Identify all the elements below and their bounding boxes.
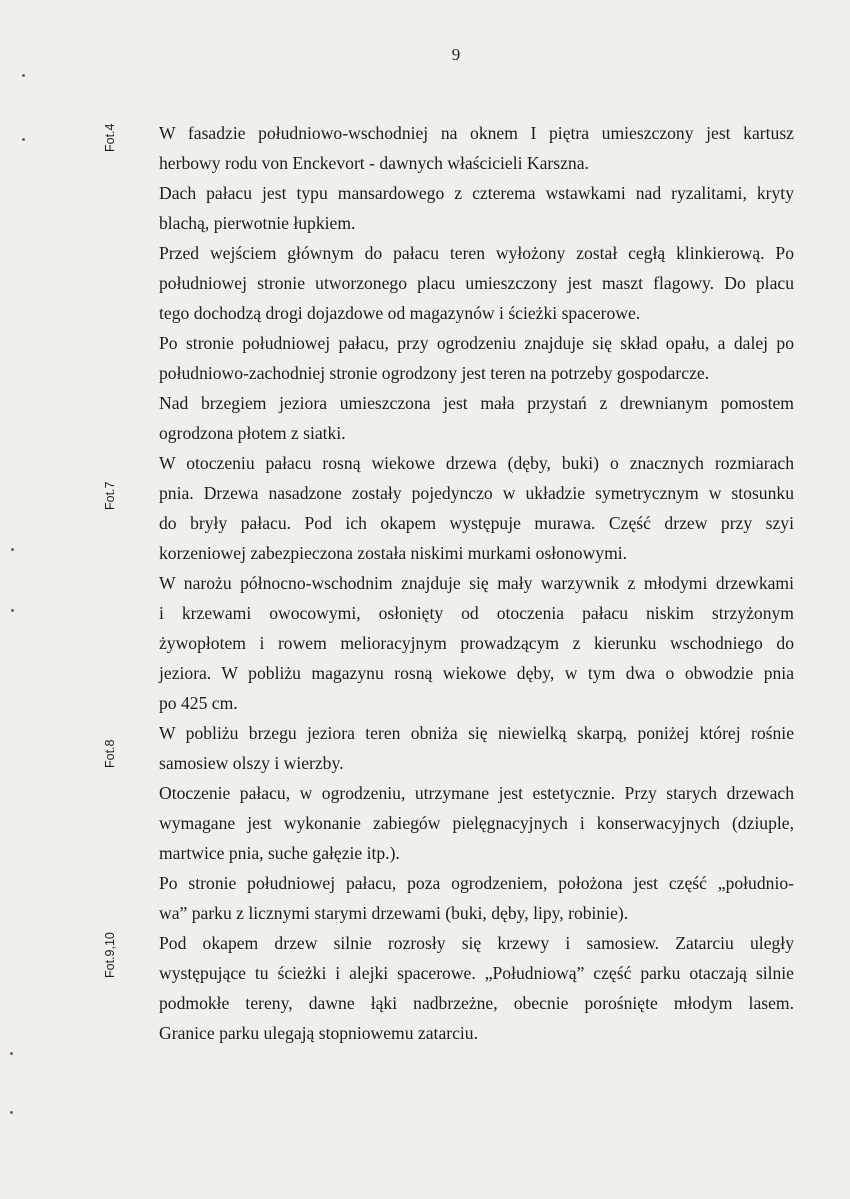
text-line: W pobliżu brzegu jeziora teren obniża się niewielką skarpą, poniżej której rośnie: [159, 723, 794, 743]
text-line: blachą, pierwotnie łupkiem.: [159, 213, 356, 233]
scan-speck: [11, 548, 14, 551]
scan-speck: [10, 1111, 13, 1114]
text-line: martwice pnia, suche gałęzie itp.).: [159, 843, 400, 863]
page-number: 9: [451, 45, 461, 64]
scan-speck: [22, 74, 25, 77]
photo-reference-fot4: Fot.4: [103, 123, 117, 152]
body-text: [159, 118, 794, 1048]
text-line: żywopłotem i rowem melioracyjnym prowadzącym z kierunku wschodniego do: [159, 633, 794, 653]
text-line: W fasadzie południowo-wschodniej na oknem I piętra umieszczony jest kartusz: [159, 123, 794, 143]
photo-reference-fot8: Fot.8: [103, 739, 117, 768]
text-line: Przed wejściem głównym do pałacu teren wyłożony został cegłą klinkierową. Po: [159, 243, 794, 263]
scan-speck: [11, 609, 14, 612]
text-line: ogrodzona płotem z siatki.: [159, 423, 346, 443]
text-line: południowo-zachodniej stronie ogrodzony jest teren na potrzeby gospodarcze.: [159, 363, 710, 383]
text-line: Dach pałacu jest typu mansardowego z czterema wstawkami nad ryzalitami, kryty: [159, 183, 794, 203]
text-line: pnia. Drzewa nasadzone zostały pojedynczo w układzie symetrycznym w stosunku: [159, 483, 794, 503]
text-line: samosiew olszy i wierzby.: [159, 753, 344, 773]
text-line: Po stronie południowej pałacu, poza ogrodzeniem, położona jest część „południo-: [159, 873, 794, 893]
text-line: Granice parku ulegają stopniowemu zatarciu.: [159, 1023, 478, 1043]
scan-speck: [22, 138, 25, 141]
text-line: po 425 cm.: [159, 693, 238, 713]
text-line: W narożu północno-wschodnim znajduje się mały warzywnik z młodymi drzewkami: [159, 573, 794, 593]
text-line: jeziora. W pobliżu magazynu rosną wiekowe dęby, w tym dwa o obwodzie pnia: [159, 663, 794, 683]
text-line: korzeniowej zabezpieczona została niskimi murkami osłonowymi.: [159, 543, 628, 563]
text-line: wa” parku z licznymi starymi drzewami (buki, dęby, lipy, robinie).: [159, 903, 629, 923]
scan-speck: [10, 1052, 13, 1055]
text-line: Pod okapem drzew silnie rozrosły się krzewy i samosiew. Zatarciu uległy: [159, 933, 794, 953]
text-line: tego dochodzą drogi dojazdowe od magazynów i ścieżki spacerowe.: [159, 303, 641, 323]
text-line: Nad brzegiem jeziora umieszczona jest mała przystań z drewnianym pomostem: [159, 393, 794, 413]
text-line: do bryły pałacu. Pod ich okapem występuje murawa. Część drzew przy szyi: [159, 513, 794, 533]
photo-reference-fot9-10: Fot.9,10: [103, 932, 117, 978]
text-line: południowej stronie utworzonego placu umieszczony jest maszt flagowy. Do placu: [159, 273, 794, 293]
text-line: podmokłe tereny, dawne łąki nadbrzeżne, obecnie porośnięte młodym lasem.: [159, 993, 794, 1013]
text-line: występujące tu ścieżki i alejki spacerowe. „Południową” część parku otaczają silnie: [159, 963, 794, 983]
text-line: Otoczenie pałacu, w ogrodzeniu, utrzymane jest estetycznie. Przy starych drzewach: [159, 783, 794, 803]
text-line: wymagane jest wykonanie zabiegów pielęgnacyjnych i konserwacyjnych (dziuple,: [159, 813, 794, 833]
text-line: i krzewami owocowymi, osłonięty od otoczenia pałacu niskim strzyżonym: [159, 603, 794, 623]
text-line: Po stronie południowej pałacu, przy ogrodzeniu znajduje się skład opału, a dalej po: [159, 333, 794, 353]
text-line: herbowy rodu von Enckevort - dawnych właścicieli Karszna.: [159, 153, 589, 173]
text-line: W otoczeniu pałacu rosną wiekowe drzewa (dęby, buki) o znacznych rozmiarach: [159, 453, 794, 473]
photo-reference-fot7: Fot.7: [103, 481, 117, 510]
